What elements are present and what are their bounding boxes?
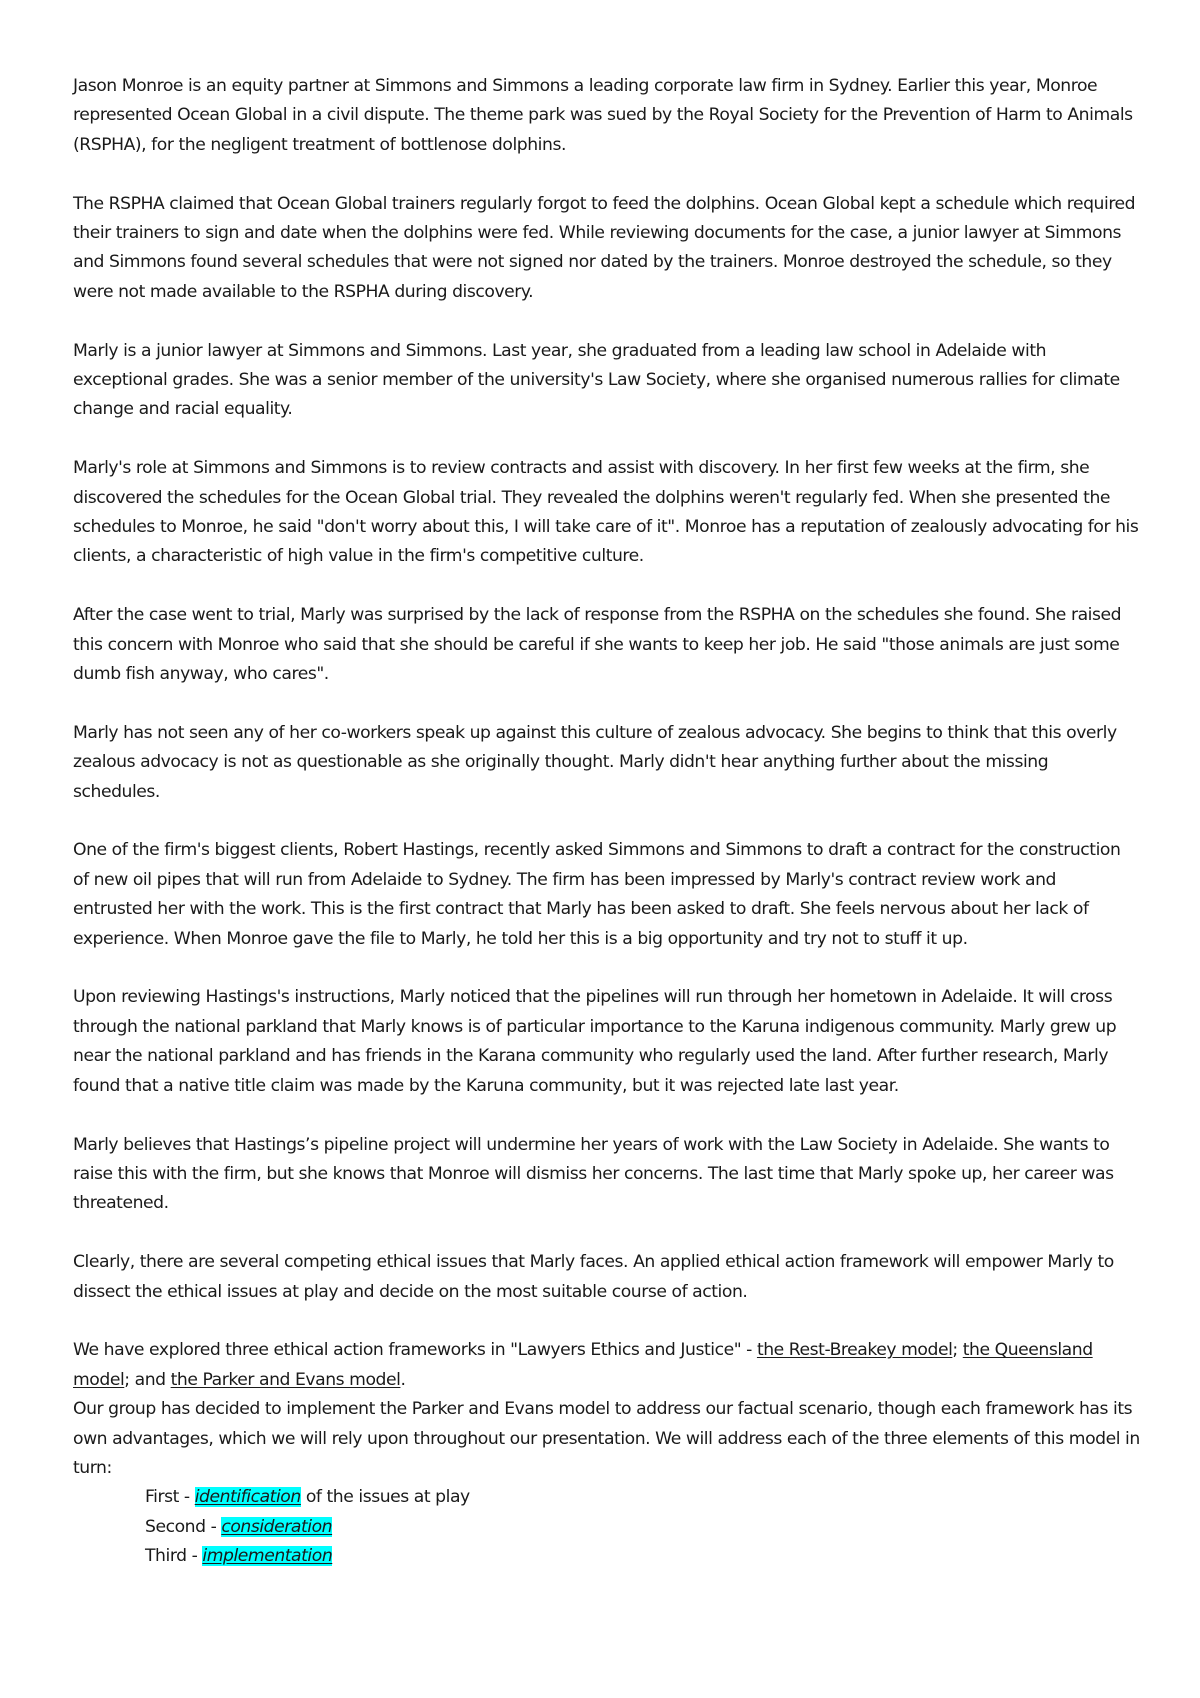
group-decision-paragraph: Our group has decided to implement the Parker and Evans model to address our factual scenario, though each framework has its own advantages, which we will rely upon throughout our presentation. We will address each of the three elements of this model in turn:	[73, 1399, 1140, 1478]
paragraph-6: Marly has not seen any of her co-workers speak up against this culture of zealous advocacy. She begins to think that this overly zealous advocacy is not as questionable as she originally thought. Marly didn't hear anything further about the missing schedules.	[73, 722, 1117, 802]
element-item-third	[145, 1542, 1140, 1571]
parker-evans-model-link[interactable]: the Parker and Evans model	[170, 1369, 401, 1390]
element-item-first	[145, 1483, 1140, 1512]
frameworks-end: .	[400, 1369, 406, 1390]
identification-highlight[interactable]: identification	[194, 1487, 301, 1508]
paragraph-5: After the case went to trial, Marly was surprised by the lack of response from the RSPHA on the schedules she found. She raised this concern with Monroe who said that she should be careful if she wants to keep her job. He said "those animals are just some dumb fish anyway, who cares".	[73, 605, 1122, 685]
paragraph-7: One of the firm's biggest clients, Robert Hastings, recently asked Simmons and Simmons to draft a contract for the construction of new oil pipes that will run from Adelaide to Sydney. The firm has been impressed by Marly's contract review work and entrusted her with the work. This is the first contract that Marly has been asked to draft. She feels nervous about her lack of experience. When Monroe gave the file to Marly, he told her this is a big opportunity and try not to stuff it up.	[73, 840, 1121, 949]
frameworks-intro: We have explored three ethical action frameworks in "Lawyers Ethics and Justice" -	[73, 1340, 757, 1361]
paragraph-1: Jason Monroe is an equity partner at Simmons and Simmons a leading corporate law firm in Sydney. Earlier this year, Monroe represented Ocean Global in a civil dispute. The theme park was sued by the Royal Society for the Prevention of Harm to Animals (RSPHA), for the negligent treatment of bottlenose dolphins.	[73, 76, 1133, 155]
frameworks-paragraph	[73, 1336, 1140, 1395]
element-suffix: of the issues at play	[300, 1487, 470, 1508]
element-item-second	[145, 1513, 1140, 1542]
paragraph-3: Marly is a junior lawyer at Simmons and Simmons. Last year, she graduated from a leading law school in Adelaide with exceptional grades. She was a senior member of the university's Law Society, where she organised numerous rallies for climate change and racial equality.	[73, 340, 1120, 420]
paragraph-10: Clearly, there are several competing ethical issues that Marly faces. An applied ethical action framework will empower Marly to dissect the ethical issues at play and decide on the most suitable course of action.	[73, 1252, 1114, 1302]
paragraph-9: Marly believes that Hastings’s pipeline project will undermine her years of work with the Law Society in Adelaide. She wants to raise this with the firm, but she knows that Monroe will dismiss her concerns. The last time that Marly spoke up, her career was threatened.	[73, 1134, 1114, 1214]
paragraph-4: Marly's role at Simmons and Simmons is to review contracts and assist with discovery. In her first few weeks at the firm, she discovered the schedules for the Ocean Global trial. They revealed the dolphins weren't regularly fed. When she presented the schedules to Monroe, he said "don't worry about this, I will take care of it". Monroe has a reputation of zealously advocating for his clients, a characteristic of high value in the firm's competitive culture.	[73, 458, 1139, 567]
rest-breakey-model-link[interactable]: the Rest-Breakey model	[756, 1340, 953, 1361]
paragraph-8: Upon reviewing Hastings's instructions, Marly noticed that the pipelines will run through her hometown in Adelaide. It will cross through the national parkland that Marly knows is of particular importance to the Karuna indigenous community. Marly grew up near the national parkland and has friends in the Karana community who regularly used the land. After further research, Marly found that a native title claim was made by the Karuna community, but it was rejected late last year.	[73, 987, 1117, 1096]
frameworks-separator-2: ; and	[124, 1369, 171, 1390]
paragraph-2: The RSPHA claimed that Ocean Global trainers regularly forgot to feed the dolphins. Ocean Global kept a schedule which required their trainers to sign and date when the dolphins were fed. While reviewing documents for the case, a junior lawyer at Simmons and Simmons found several schedules that were not signed nor dated by the trainers. Monroe destroyed the schedule, so they were not made available to the RSPHA during discovery.	[73, 193, 1136, 302]
consideration-highlight[interactable]: consideration	[221, 1516, 333, 1537]
frameworks-separator-1: ;	[952, 1340, 963, 1361]
queensland-model-link[interactable]: the Queensland model	[73, 1340, 1093, 1390]
model-elements-list	[73, 1483, 1140, 1571]
element-prefix: Second -	[145, 1516, 222, 1537]
element-prefix: First -	[145, 1487, 195, 1508]
element-prefix: Third -	[145, 1546, 203, 1567]
implementation-highlight[interactable]: implementation	[202, 1546, 333, 1567]
